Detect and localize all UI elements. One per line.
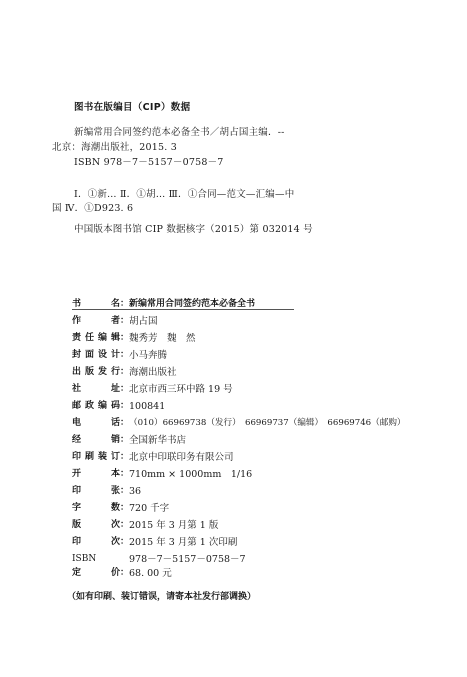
colophon-value: 100841 (129, 401, 166, 412)
colophon-value: 2015 年 3 月第 1 次印刷 (129, 537, 238, 548)
colophon-row-cover-design: 封面设计 ： 小马奔腾 (72, 350, 168, 361)
colophon-label: 电话 (72, 418, 120, 428)
colophon-value: 36 (129, 486, 142, 497)
colophon-row-isbn (72, 552, 246, 567)
colophon-label: 字数 (72, 503, 120, 513)
cip-isbn: ISBN 978－7－5157－0758－7 (74, 157, 224, 168)
cip-subject-line: Ⅰ．①新… Ⅱ．①胡… Ⅲ．①合同—范文—汇编—中 (74, 189, 295, 200)
colophon-row-word-count: 字数 ： 720 千字 (72, 503, 170, 514)
colophon-label: 经销 (72, 435, 120, 445)
colophon-row-price: 定价 ： 68. 00 元 (72, 568, 172, 579)
colophon-label: 出版发行 (72, 367, 120, 377)
colophon-row-printer: 印刷装订 ： 北京中印联印务有限公司 (72, 452, 234, 463)
colophon-row-sheets: 印张 ： 36 (72, 486, 142, 497)
colophon-row-editor: 责任编辑 ： 魏秀芳 魏 然 (72, 333, 196, 344)
colophon-value: 720 千字 (129, 503, 170, 514)
colophon-label: 印次 (72, 537, 120, 547)
cip-classification-line: 国 Ⅳ．①D923. 6 (52, 203, 134, 214)
colophon-value: 海潮出版社 (129, 367, 177, 378)
colophon-label: 邮政编码 (72, 401, 120, 411)
colophon-row-postcode: 邮政编码 ： 100841 (72, 401, 166, 412)
colophon-label: 责任编辑 (72, 333, 120, 343)
colophon-value: 北京市西三环中路 19 号 (129, 384, 233, 395)
colophon-row-edition: 版次 ： 2015 年 3 月第 1 版 (72, 520, 219, 531)
colophon-value: 新编常用合同签约范本必备全书 (129, 299, 256, 309)
colophon-value: 710mm × 1000mm 1/16 (129, 469, 253, 480)
colophon-value: 小马奔腾 (129, 350, 168, 361)
colophon-value: 魏秀芳 魏 然 (129, 333, 196, 344)
colophon-value: 68. 00 元 (129, 568, 172, 579)
colophon-label: 印张 (72, 486, 120, 496)
colophon-row-phone: 电话 ： （010）66969738（发行） 66969737（编辑） 66969746（邮购） (72, 416, 406, 431)
colophon-label: ISBN (72, 554, 97, 564)
colophon-value: 北京中印联印务有限公司 (129, 452, 234, 463)
colophon-row-address: 社址 ： 北京市西三环中路 19 号 (72, 384, 233, 395)
colophon-value: 全国新华书店 (129, 435, 187, 446)
cip-heading: 图书在版编目（CIP）数据 (74, 102, 191, 113)
colophon-row-format: 开本 ： 710mm × 1000mm 1/16 (72, 469, 253, 480)
colophon-value: 胡占国 (129, 316, 158, 327)
colophon-label: 封面设计 (72, 350, 120, 360)
colophon-label: 开本 (72, 469, 120, 479)
cip-line: 新编常用合同签约范本必备全书／胡占国主编．-- (74, 127, 285, 138)
colophon-row-distributor: 经销 ： 全国新华书店 (72, 435, 187, 446)
colophon-row-printing: 印次 ： 2015 年 3 月第 1 次印刷 (72, 537, 238, 548)
printing-error-notice: （如有印刷、装订错误，请寄本社发行部调换） (67, 592, 257, 602)
colophon-value: 978－7－5157－0758－7 (129, 554, 246, 565)
cip-line: 北京：海潮出版社，2015. 3 (52, 142, 177, 153)
colophon-label: 定价 (72, 568, 120, 578)
colophon-label: 版次 (72, 520, 120, 530)
colophon-label: 书名 (72, 299, 120, 309)
colophon-label: 作者 (72, 316, 120, 326)
colophon-label: 印刷装订 (72, 452, 120, 462)
colophon-value: 2015 年 3 月第 1 版 (129, 520, 219, 531)
colophon-row-title: 书名 ： 新编常用合同签约范本必备全书 (72, 297, 255, 312)
colophon-label: 社址 (72, 384, 120, 394)
colophon-row-author: 作者 ： 胡占国 (72, 316, 158, 327)
cip-data-number: 中国版本图书馆 CIP 数据核字（2015）第 032014 号 (74, 224, 313, 235)
colophon-value: （010）66969738（发行） 66969737（编辑） 66969746（邮购） (129, 418, 406, 428)
colophon-row-publisher: 出版发行 ： 海潮出版社 (72, 367, 177, 378)
